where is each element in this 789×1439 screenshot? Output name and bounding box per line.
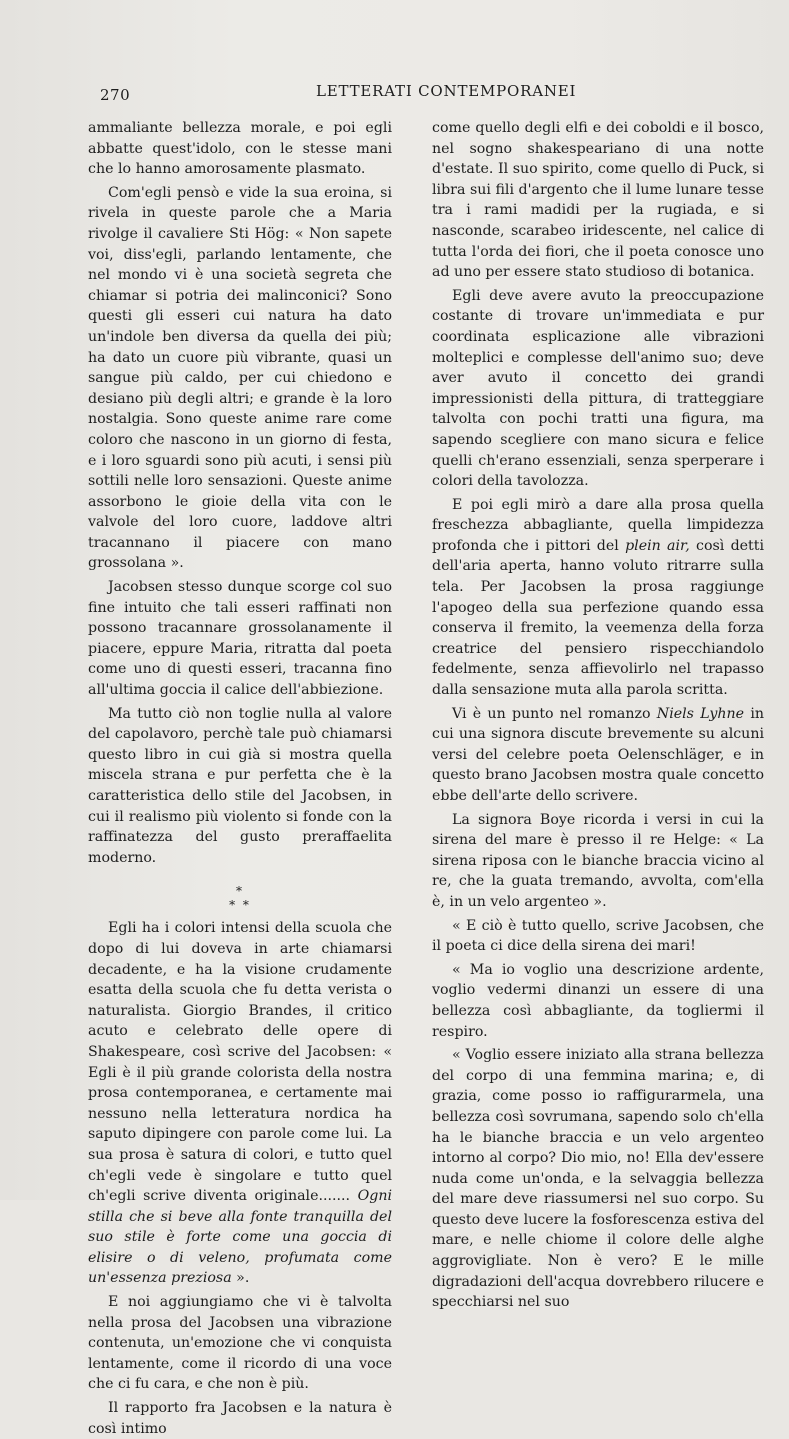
- paragraph: [432, 704, 764, 807]
- paragraph-text: Egli ha i colori intensi della scuola che dopo di lui doveva in arte chiamarsi decadente, e ha la visione crudamente esatta della scuola che fu detta verista o naturalista. Giorgio Brandes, il critico acuto e celebrato delle opere di Shakespeare, così scrive del Jacobsen: « Egli è il più grande colorista della nostra prosa contemporanea, e certamente mai nessuno nella letteratura nordica ha saputo dipingere con parole come lui. La sua prosa è satura di colori, e tutto quel ch'egli vede è singolare e tutto quel ch'egli scrive diventa originale.......: [88, 920, 392, 1205]
- paragraph: « E ciò è tutto quello, scrive Jacobsen, che il poeta ci dice della sirena dei mari!: [432, 917, 764, 955]
- running-title: LETTERATI CONTEMPORANEI: [316, 82, 577, 100]
- paragraph: Il rapporto fra Jacobsen e la natura è così intimo: [88, 1400, 392, 1437]
- paragraph: [88, 918, 392, 1289]
- page-number: 270: [100, 86, 131, 104]
- italic-quote: Ogni stilla che si beve alla fonte tranquilla del suo stile è forte come una goccia di elisire o di veleno, profumata come un'essenza preziosa: [88, 1188, 392, 1287]
- paragraph: La signora Boye ricorda i versi in cui la sirena del mare è presso il re Helge: « La sirena riposa con le bianche braccia vicino al re, che la guata tremando, avvolta, com'ella è, in un velo argenteo ».: [432, 811, 764, 910]
- paragraph-text: Vi è un punto nel romanzo: [452, 705, 657, 722]
- paragraph: Com'egli pensò e vide la sua eroina, si rivela in queste parole che a Maria rivolge il cavaliere Sti Hög: « Non sapete voi, diss'egli, parlando lentamente, che nel mondo vi è una società segreta che chiamar si potria dei malinconici? Sono questi gli esseri cui natura ha dato un'indole ben diversa da quella dei più; ha dato un cuore più vibrante, quasi un sangue più caldo, per cui chiedono e desiano più degli altri; e grande è la loro nostalgia. Sono queste anime rare come coloro che nascono in un giorno di festa, e i loro sguardi sono più acuti, i sensi più sottili nelle loro sensazioni. Queste anime assorbono le gioie della vita con le valvole del loro cuore, laddove altri tracannano il piacere con mano grossolana ».: [88, 184, 392, 572]
- paragraph: Jacobsen stesso dunque scorge col suo fine intuito che tali esseri raffinati non possono tracannare grossolanamente il piacere, eppure Maria, ritratta dal poeta come uno di questi esseri, tracanna fino all'ultima goccia il calice dell'abbiezione.: [88, 579, 392, 699]
- paragraph: ammaliante bellezza morale, e poi egli abbatte quest'idolo, con le stesse mani che lo hanno amorosamente plasmato.: [88, 120, 392, 178]
- paragraph: Ma tutto ciò non toglie nulla al valore del capolavoro, perchè tale può chiamarsi questo libro in cui già si mostra quella miscela strana e pur perfetta che è la caratteristica dello stile del Jacobsen, in cui il realismo più violento si fonde con la raffinatezza del gusto preraffaelita moderno.: [88, 705, 392, 866]
- paragraph: Egli deve avere avuto la preoccupazione costante di trovare un'immediata e pur coordinata esplicazione alle vibrazioni molteplici e complesse dell'animo suo; deve aver avuto il concetto dei grandi impressionisti della pittura, di tratteggiare talvolta con pochi tratti una figura, ma sapendo scegliere con mano sicura e felice quelli ch'erano essenziali, senza sperperare i colori della tavolozza.: [432, 287, 764, 490]
- quote-close: ».: [231, 1270, 250, 1287]
- asterism-bottom: * *: [229, 898, 251, 913]
- paragraph: come quello degli elfi e dei coboldi e il bosco, nel sogno shakespeariano di una notte d'estate. Il suo spirito, come quello di Puck, si libra sui fili d'argento che il lume lunare tesse tra i rami madidi per la rugiada, e si nasconde, scarabeo iridescente, nel calice di tutta l'orda dei fiori, che il poeta conosce uno ad uno per essere stato studioso di botanica.: [432, 120, 764, 281]
- paragraph: E noi aggiungiamo che vi è talvolta nella prosa del Jacobsen una vibrazione contenuta, un'emozione che vi conquista lentamente, come il ricordo di una voce che ci fu cara, e che non è più.: [88, 1294, 392, 1393]
- paragraph-text: E poi egli mirò a dare alla prosa quella freschezza abbagliante, quella limpidezza profonda che i pittori del: [432, 496, 764, 554]
- italic-title: Niels Lyhne: [656, 705, 745, 722]
- paragraph: « Ma io voglio una descrizione ardente, voglio vedermi dinanzi un essere di una bellezza così abbagliante, da togliermi il respiro.: [432, 961, 764, 1040]
- right-column: [432, 118, 764, 1313]
- paragraph-text: così detti dell'aria aperta, hanno voluto ritrarre sulla tela. Per Jacobsen la prosa raggiunge l'apogeo della sua perfezione quando essa conserva il fremito, la veemenza della forza creatrice del pensiero rispecchiandolo fedelmente, senza affievolirlo nel trapasso dalla sensazione muta alla parola scritta.: [432, 537, 765, 699]
- italic-term: plein air,: [625, 537, 690, 554]
- paragraph: « Voglio essere iniziato alla strana bellezza del corpo di una femmina marina; e, di grazia, come posso io raffigurarmela, una bellezza così sovrumana, sapendo solo ch'ella ha le bianche braccia e un velo argenteo intorno al corpo? Dio mio, no! Ella dev'essere nuda come un'onda, e la selvaggia bellezza del mare deve riassumersi nel suo corpo. Su questo deve lucere la fosforescenza estiva del mare, e nelle chiome il colore delle alghe aggrovigliate. Non è vero? E le mille digradazioni dell'acqua dovrebbero rilucere e specchiarsi nel suo: [432, 1047, 764, 1311]
- asterism-top: *: [236, 884, 244, 899]
- paragraph-text: in cui una signora discute brevemente su alcuni versi del celebre poeta Oelenschläger, e in questo brano Jacobsen mostra quale concetto ebbe dell'arte dello scrivere.: [432, 705, 764, 804]
- paragraph: [432, 495, 764, 701]
- section-break-asterism: [88, 884, 392, 912]
- left-column: [88, 118, 392, 1439]
